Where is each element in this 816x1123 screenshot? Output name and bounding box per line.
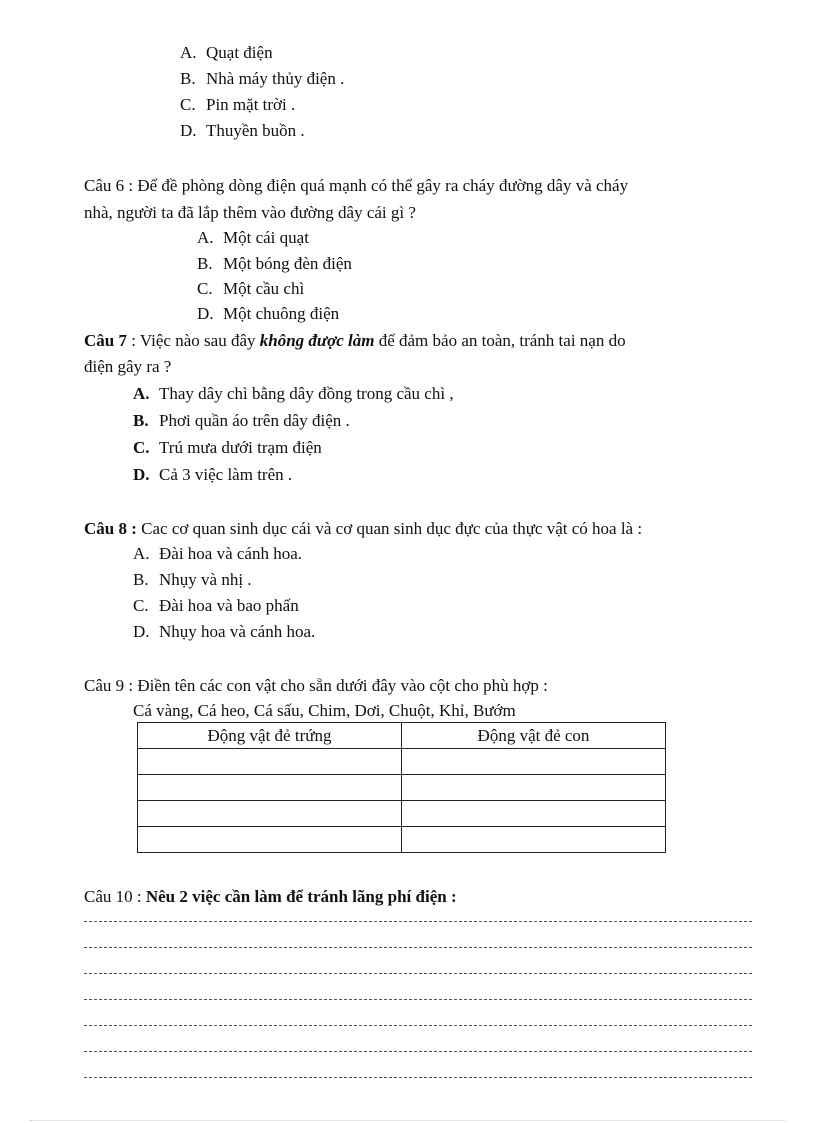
option-key: C. [197,279,213,298]
q6-option-a[interactable] [197,227,309,249]
answer-cell[interactable] [402,801,666,827]
page-bottom-divider [30,1120,786,1121]
animal-classification-table [137,722,666,853]
table-row [138,801,666,827]
q6-line-2: nhà, người ta đã lắp thêm vào đường dây cái gì ? [84,203,416,222]
option-key: A. [133,384,150,403]
option-text: Một bóng đèn điện [223,254,352,273]
option-text: Một chuông điện [223,304,340,323]
q7-option-b[interactable] [133,410,350,432]
option-text: Cả 3 việc làm trên . [159,465,293,484]
q9-label: Câu 9 : [84,676,134,695]
q10-text: Nêu 2 việc cần làm để tránh lãng phí điện : [145,887,457,906]
q9-text: Điền tên các con vật cho sẵn dưới đây vào cột cho phù hợp : [137,676,548,695]
column-header-egg-laying: Động vật đẻ trứng [138,723,402,749]
option-key: B. [133,570,149,589]
answer-line[interactable] [84,1051,752,1052]
answer-cell[interactable] [138,827,402,853]
q7-text-post: để đảm bảo an toàn, tránh tai nạn do [374,331,626,350]
option-text: Một cái quạt [223,228,309,247]
q6-line-1 [84,175,628,197]
option-text: Đài hoa và cánh hoa. [159,544,303,563]
option-key: D. [133,465,150,484]
option-key: C. [133,596,149,615]
option-key: A. [180,43,197,62]
q8-option-d[interactable] [133,621,315,643]
q8-line-1 [84,518,642,540]
answer-line[interactable] [84,999,752,1000]
option-key: C. [180,95,196,114]
option-key: C. [133,438,150,457]
column-header-live-bearing: Động vật đẻ con [402,723,666,749]
option-text: Thay dây chì bằng dây đồng trong cầu chì , [159,384,454,403]
option-text: Quạt điện [206,43,273,62]
answer-line[interactable] [84,1077,752,1078]
q7-emphasis: không được làm [259,331,375,350]
answer-cell[interactable] [402,749,666,775]
answer-cell[interactable] [402,827,666,853]
q7-option-c[interactable] [133,437,322,459]
q9-line-1 [84,675,548,697]
option-key: B. [133,411,149,430]
q7-option-a[interactable] [133,383,454,405]
q8-option-c[interactable] [133,595,299,617]
answer-line[interactable] [84,921,752,922]
option-text: Nhụy và nhị . [159,570,252,589]
option-text: Phơi quần áo trên dây điện . [159,411,350,430]
option-text: Một cầu chì [223,279,305,298]
q5-option-a[interactable] [180,42,273,64]
answer-line[interactable] [84,947,752,948]
table-row [138,749,666,775]
table-row [138,827,666,853]
option-text: Nhụy hoa và cánh hoa. [159,622,316,641]
option-text: Nhà máy thủy điện . [206,69,345,88]
q5-option-c[interactable] [180,94,295,116]
q7-line-2: điện gây ra ? [84,357,172,376]
q6-option-b[interactable] [197,253,352,275]
option-key: B. [180,69,196,88]
answer-cell[interactable] [138,775,402,801]
q8-text: Cac cơ quan sinh dục cái và cơ quan sinh dục đực của thực vật có hoa là : [141,519,643,538]
option-key: A. [197,228,214,247]
option-key: A. [133,544,150,563]
q7-colon: : [126,331,136,350]
option-key: B. [197,254,213,273]
q5-option-b[interactable] [180,68,344,90]
q7-text-pre: Việc nào sau đây [135,331,260,350]
q8-option-a[interactable] [133,543,302,565]
answer-cell[interactable] [402,775,666,801]
option-text: Pin mặt trời . [206,95,296,114]
q7-label: Câu 7 [84,331,127,350]
answer-cell[interactable] [138,801,402,827]
option-text: Thuyền buồn . [206,121,305,140]
option-key: D. [197,304,214,323]
q6-option-d[interactable] [197,303,339,325]
q9-animal-list: Cá vàng, Cá heo, Cá sấu, Chim, Dơi, Chuột, Khỉ, Bướm [133,701,516,720]
q5-option-d[interactable] [180,120,305,142]
q7-option-d[interactable] [133,464,292,486]
table-header-row [138,723,666,749]
table-row [138,775,666,801]
answer-cell[interactable] [138,749,402,775]
q8-label: Câu 8 : [84,519,137,538]
option-key: D. [133,622,150,641]
answer-line[interactable] [84,1025,752,1026]
option-text: Trú mưa dưới trạm điện [159,438,322,457]
answer-line[interactable] [84,973,752,974]
q6-option-c[interactable] [197,278,304,300]
q6-text: Để đề phòng dòng điện quá mạnh có thể gây ra cháy đường dây và cháy [137,176,629,195]
q10-line-1 [84,886,457,908]
q6-label: Câu 6 : [84,176,134,195]
q10-label: Câu 10 : [84,887,142,906]
option-text: Đài hoa và bao phấn [159,596,299,615]
option-key: D. [180,121,197,140]
q7-line-1 [84,330,626,352]
q8-option-b[interactable] [133,569,252,591]
